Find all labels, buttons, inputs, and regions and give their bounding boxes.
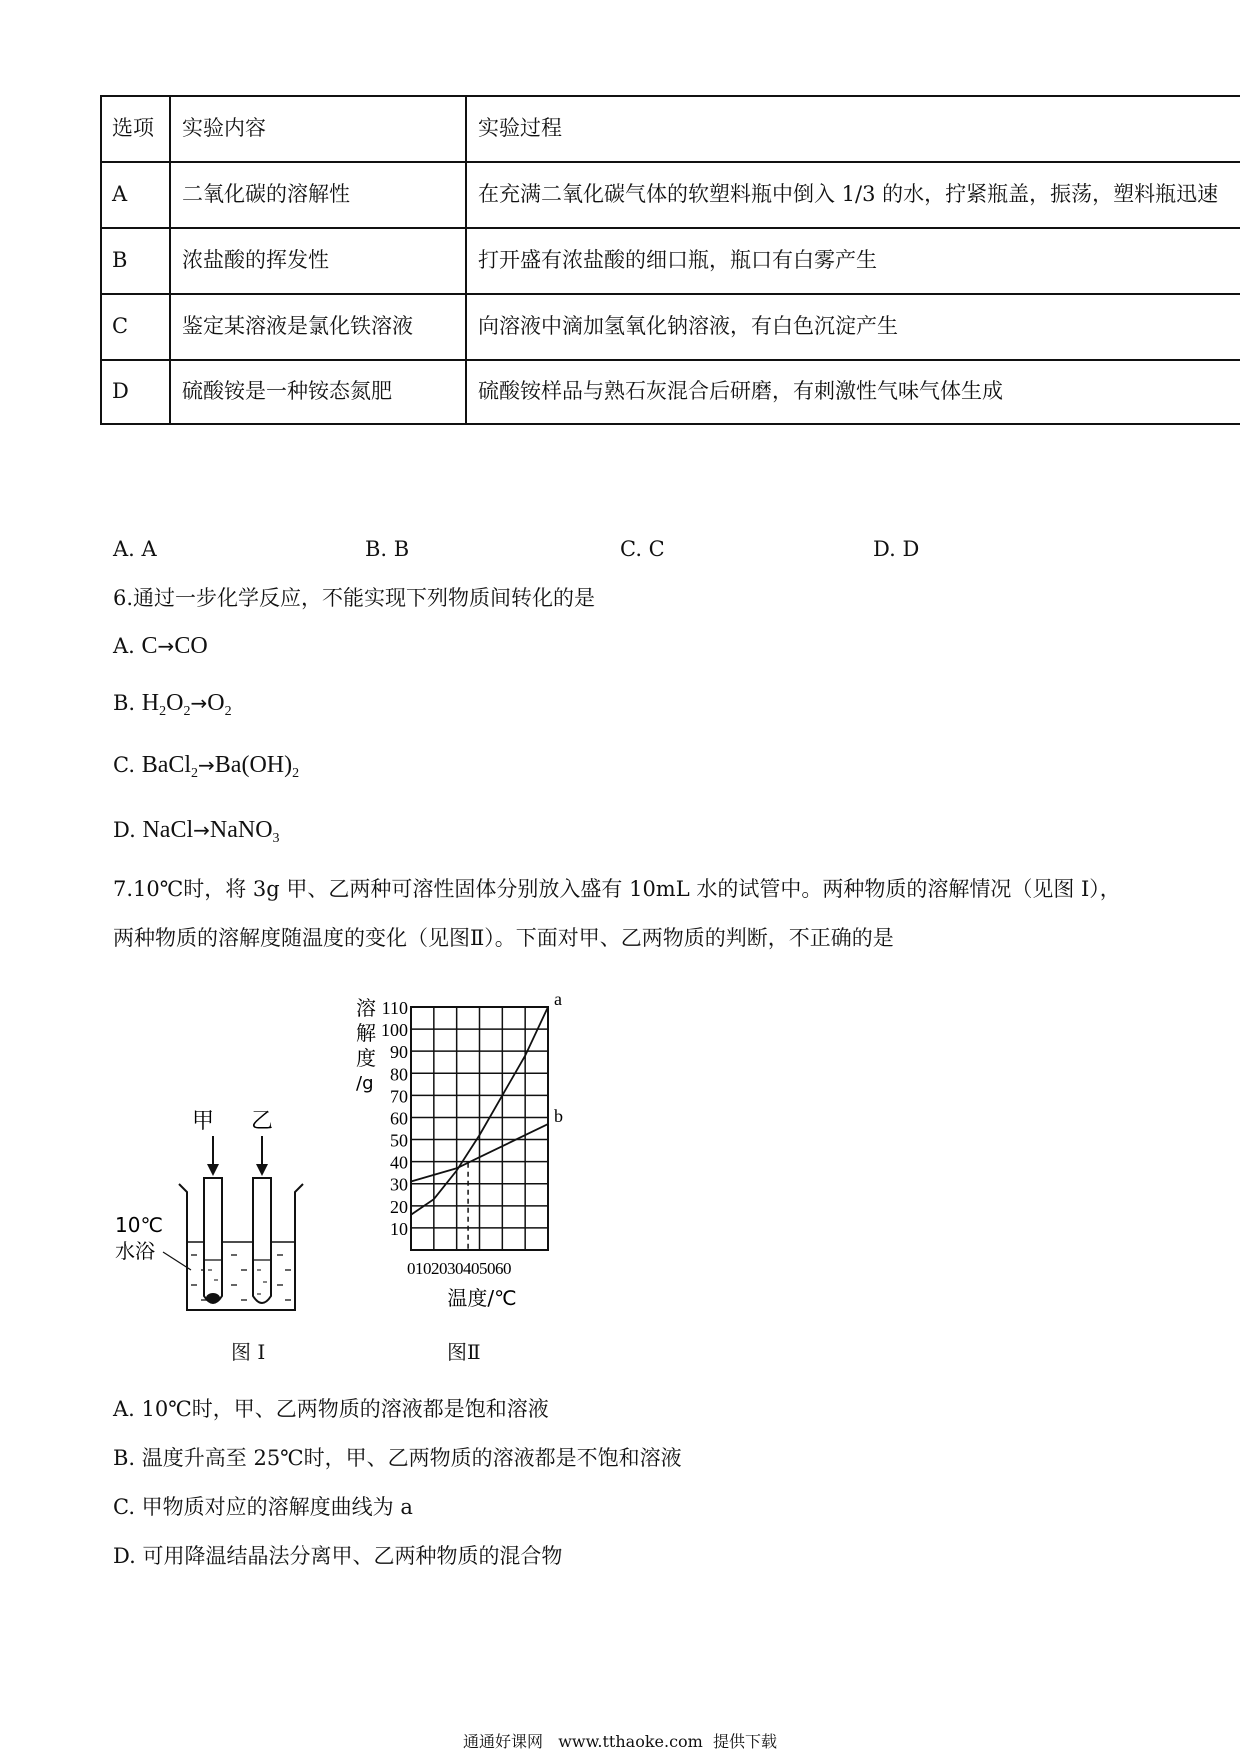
table-header-process: 实验过程 (478, 116, 562, 140)
test-tube-yi (253, 1178, 271, 1303)
option-label: B. (113, 691, 136, 715)
formula-reactant (141, 752, 199, 781)
y-tick-label: 80 (390, 1064, 408, 1085)
formula-part: Ba(OH) (214, 752, 293, 778)
ylabel-char: 溶 (356, 996, 376, 1020)
table-rule (100, 95, 102, 425)
ylabel-char: 解 (356, 1021, 376, 1045)
formula-reactant: C (141, 633, 158, 659)
table-rule (169, 95, 171, 425)
chart-x-ticks (407, 1259, 511, 1278)
q6-option-d (113, 817, 280, 852)
formula-part: NaNO (209, 817, 273, 843)
series-label-b: b (554, 1106, 563, 1127)
q5-choice-c: C. C (620, 537, 665, 561)
table-header-option: 选项 (112, 116, 154, 140)
q7-choice-b: B. 温度升高至 25℃时，甲、乙两物质的溶液都是不饱和溶液 (113, 1446, 682, 1470)
table-cell-content: 硫酸铵是一种铵态氮肥 (182, 379, 392, 403)
table-rule (100, 95, 1240, 97)
chart-grid (411, 1007, 548, 1250)
figure-1-caption: 图 I (231, 1340, 266, 1364)
subscript: 2 (191, 766, 199, 781)
table-cell-process: 打开盛有浓盐酸的细口瓶，瓶口有白雾产生 (478, 248, 877, 272)
figure-2-caption: 图Ⅱ (447, 1340, 481, 1364)
formula-part: O (207, 690, 225, 716)
table-rule (465, 95, 467, 425)
y-tick-label: 110 (381, 998, 408, 1018)
q7-choice-a: A. 10℃时，甲、乙两物质的溶液都是饱和溶液 (113, 1397, 549, 1421)
down-arrow-icon (207, 1136, 219, 1176)
bath-label: 水浴 (115, 1239, 155, 1263)
option-label: C. (113, 753, 135, 777)
table-cell-content: 浓盐酸的挥发性 (182, 248, 329, 272)
formula-product (209, 817, 280, 846)
formula-part: O (166, 690, 184, 716)
subscript: 2 (159, 704, 167, 719)
subscript: 3 (272, 831, 280, 846)
test-tube-jia (204, 1178, 222, 1303)
tube-label-yi: 乙 (250, 1109, 274, 1134)
y-tick-label: 50 (390, 1130, 408, 1151)
table-cell-content: 鉴定某溶液是氯化铁溶液 (182, 314, 413, 338)
formula-product (214, 752, 300, 781)
table-rule (100, 359, 1240, 361)
chart-y-ticks (381, 998, 408, 1239)
table-cell-option: C (112, 314, 129, 338)
table-header-content: 实验内容 (182, 116, 266, 140)
subscript: 2 (183, 704, 191, 719)
y-tick-label: 60 (390, 1108, 408, 1129)
q5-choice-a: A. A (113, 537, 157, 561)
formula-reactant (141, 690, 191, 719)
formula-reactant: NaCl (142, 817, 194, 843)
chart-ylabel (356, 996, 376, 1094)
arrow-icon: → (193, 818, 210, 842)
option-label: D. (113, 818, 136, 842)
experiment-table (100, 95, 1240, 425)
formula-product (207, 690, 232, 719)
formula-product: CO (174, 633, 208, 659)
x-tick-label: 0102030405060 (407, 1259, 511, 1278)
q7-stem-line1: 7.10℃时，将 3g 甲、乙两种可溶性固体分别放入盛有 10mL 水的试管中。两种物质的溶解情况（见图 I）， (113, 877, 1121, 901)
arrow-icon: → (190, 691, 208, 715)
y-tick-label: 30 (390, 1174, 408, 1195)
figure-2-solubility-chart (340, 985, 580, 1315)
q7-stem-line2: 两种物质的溶解度随温度的变化（见图Ⅱ）。下面对甲、乙两物质的判断，不正确的是 (113, 926, 894, 950)
subscript: 2 (224, 704, 232, 719)
table-cell-process: 硫酸铵样品与熟石灰混合后研磨，有刺激性气味气体生成 (478, 379, 1003, 403)
table-cell-option: A (112, 182, 128, 206)
beaker (179, 1184, 303, 1310)
undissolved-solid (206, 1293, 220, 1303)
subscript: 2 (292, 766, 300, 781)
q6-option-b (113, 690, 232, 725)
table-rule (100, 423, 1240, 425)
arrow-icon: → (198, 753, 215, 777)
q5-choice-b: B. B (365, 537, 410, 561)
ylabel-char: 度 (356, 1046, 376, 1070)
tube-label-jia: 甲 (191, 1109, 215, 1134)
q6-option-a (113, 633, 208, 659)
ylabel-char: /g (356, 1073, 374, 1094)
arrow-icon: → (157, 634, 175, 658)
table-cell-process: 向溶液中滴加氢氧化钠溶液，有白色沉淀产生 (478, 314, 898, 338)
y-tick-label: 70 (390, 1086, 408, 1107)
q7-choice-c: C. 甲物质对应的溶解度曲线为 a (113, 1495, 413, 1519)
y-tick-label: 100 (381, 1020, 408, 1041)
y-tick-label: 90 (390, 1042, 408, 1063)
table-cell-content: 二氧化碳的溶解性 (182, 182, 350, 206)
y-tick-label: 40 (390, 1152, 408, 1173)
figure-1-beaker (105, 1100, 315, 1320)
q6-option-c (113, 752, 299, 787)
q5-choice-d: D. D (873, 537, 920, 561)
formula-part: BaCl (141, 752, 192, 778)
bath-temp-label: 10℃ (115, 1213, 163, 1237)
formula-part: H (141, 690, 160, 716)
q6-stem: 6.通过一步化学反应，不能实现下列物质间转化的是 (113, 586, 596, 610)
table-rule (100, 227, 1240, 229)
table-rule (100, 293, 1240, 295)
table-cell-option: B (112, 248, 128, 272)
table-cell-process: 在充满二氧化碳气体的软塑料瓶中倒入 1/3 的水，拧紧瓶盖，振荡，塑料瓶迅速 (478, 182, 1219, 206)
down-arrow-icon (256, 1136, 268, 1176)
q7-choice-d: D. 可用降温结晶法分离甲、乙两种物质的混合物 (113, 1544, 563, 1568)
y-tick-label: 20 (390, 1196, 408, 1217)
option-label: A. (113, 634, 135, 658)
chart-xlabel: 温度/℃ (447, 1286, 517, 1310)
page-footer: 通通好课网 www.tthaoke.com 提供下载 (462, 1732, 778, 1751)
series-label-a: a (554, 989, 562, 1009)
y-tick-label: 10 (390, 1218, 408, 1239)
table-cell-option: D (112, 379, 129, 403)
table-rule (100, 161, 1240, 163)
